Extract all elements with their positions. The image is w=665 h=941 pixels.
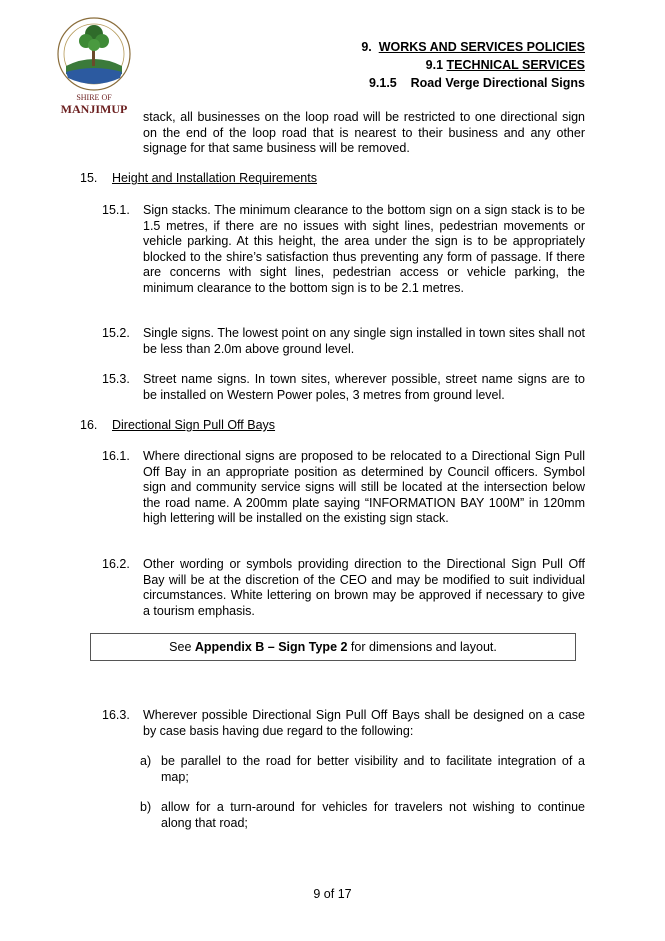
section-16-number: 16. — [80, 418, 98, 432]
header-section — [361, 38, 585, 56]
header-policy: 9.1.5 Road Verge Directional Signs — [368, 76, 585, 90]
appendix-note-suffix: for dimensions and layout. — [347, 640, 497, 654]
subsection-title: TECHNICAL SERVICES — [446, 58, 585, 72]
appendix-note-bold: Appendix B – Sign Type 2 — [194, 640, 348, 654]
item-16-3-text: Wherever possible Directional Sign Pull Off Bays shall be designed on a case by case basis having due regard to the following: — [143, 708, 585, 738]
section-15-number: 15. — [80, 171, 98, 185]
header-subsection — [426, 56, 585, 74]
item-16-1-text: Where directional signs are proposed to be relocated to a Directional Sign Pull Off Bay in an appropriate position as determined by Council officers. Symbol sign and community service signs will still be located at the intersection below the road name. A 200mm plate saying “INFORMATION BAY 100M” in 120mm high lettering will be installed on the existing sign stack. — [143, 449, 585, 526]
section-15-title: Height and Installation Requirements — [112, 171, 317, 185]
item-15-1-number: 15.1. — [102, 203, 130, 217]
subitem-a-label: a) — [140, 754, 152, 768]
item-15-2-text: Single signs. The lowest point on any single sign installed in town sites shall not be less than 2.0m above ground level. — [143, 326, 585, 356]
shire-logo — [48, 14, 140, 118]
item-15-3-text: Street name signs. In town sites, wherever possible, street name signs are to be installed on Western Power poles, 3 metres from ground level. — [143, 372, 585, 402]
appendix-note-box — [90, 633, 576, 661]
subitem-a-text: be parallel to the road for better visibility and to facilitate integration of a map; — [161, 754, 585, 784]
intro-paragraph: stack, all businesses on the loop road will be restricted to one directional sign on the end of the loop road that is nearest to their business and any other signage for that same business will be removed. — [143, 110, 585, 156]
item-16-1-number: 16.1. — [102, 449, 130, 463]
appendix-note-prefix: See — [169, 640, 195, 654]
section-number: 9. — [361, 40, 372, 54]
logo-line2: MANJIMUP — [60, 102, 128, 116]
item-15-2-number: 15.2. — [102, 326, 130, 340]
section-title: WORKS AND SERVICES POLICIES — [378, 40, 585, 54]
item-16-2-number: 16.2. — [102, 557, 130, 571]
subitem-b-label: b) — [140, 800, 152, 814]
subitem-b-text: allow for a turn-around for vehicles for travelers not wishing to continue along that road; — [161, 800, 585, 830]
subsection-number: 9.1 — [425, 58, 444, 72]
item-16-3-number: 16.3. — [102, 708, 130, 722]
item-15-3-number: 15.3. — [102, 372, 130, 386]
item-15-1-text: Sign stacks. The minimum clearance to the bottom sign on a sign stack is to be 1.5 metres, if there are no issues with sight lines, pedestrian movements or vehicle parking. At this height, the area under the sign is to be appropriately blocked to the shire’s satisfaction thus preventing any form of passage. If there are concerns with sight lines, pedestrian access or vehicle parking, the minimum clearance to the bottom sign is to be 2.1 metres. — [143, 203, 585, 295]
page-number: 9 of 17 — [313, 887, 352, 901]
logo-line1: SHIRE OF — [76, 93, 112, 102]
item-16-2-text: Other wording or symbols providing direction to the Directional Sign Pull Off Bay will be at the discretion of the CEO and may be modified to suit individual circumstances. White lettering on brown may be approved if necessary to give a tourism emphasis. — [143, 557, 585, 618]
section-16-title: Directional Sign Pull Off Bays — [112, 418, 276, 432]
